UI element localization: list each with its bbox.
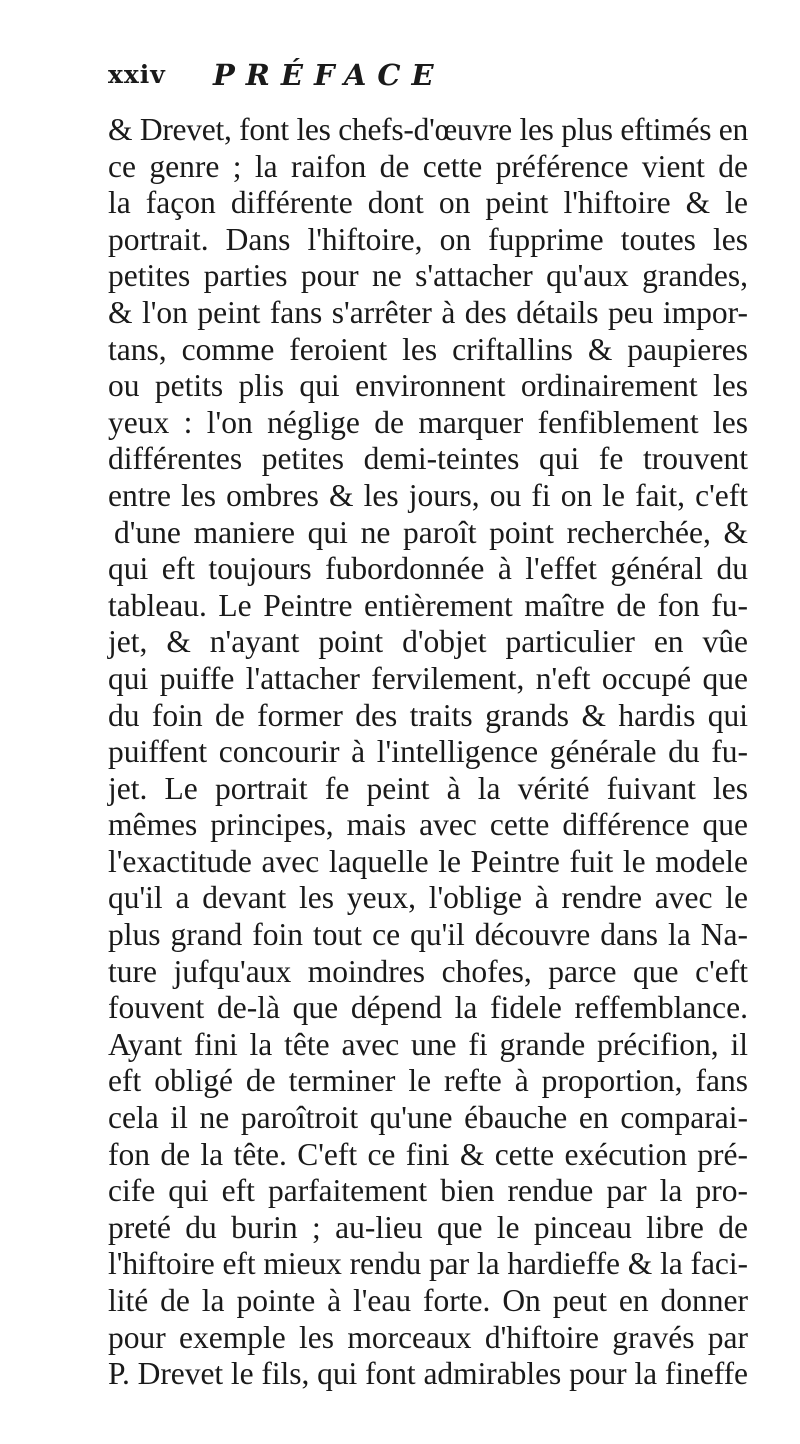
text-line: l'exactitude avec laquelle le Peintre fuit le modele [108, 843, 748, 879]
body-text [108, 112, 748, 1393]
text-line: preté du burin ; au-lieu que le pinceau libre de [108, 1209, 748, 1245]
text-line: entre les ombres & les jours, ou fi on le fait, c'eft [108, 477, 748, 513]
text-line: fouvent de-là que dépend la fidele reffemblance. [108, 990, 748, 1026]
text-line: différentes petites demi-teintes qui fe trouvent [108, 441, 748, 477]
text-line: cife qui eft parfaitement bien rendue par la pro- [108, 1173, 748, 1209]
text-line: ture jufqu'aux moindres chofes, parce que c'eft [108, 953, 748, 989]
text-line: puiffent concourir à l'intelligence générale du fu- [108, 734, 748, 770]
text-line: d'une maniere qui ne paroît point recherchée, & [114, 514, 748, 550]
text-line: cela il ne paroîtroit qu'une ébauche en comparai- [108, 1100, 748, 1136]
text-line: jet, & n'ayant point d'objet particulier en vûe [108, 624, 748, 660]
text-line: & l'on peint fans s'arrêter à des détails peu impor- [108, 294, 748, 330]
text-line: jet. Le portrait fe peint à la vérité fuivant les [108, 770, 748, 806]
text-line: ce genre ; la raifon de cette préférence vient de [108, 148, 748, 184]
text-line: du foin de former des traits grands & hardis qui [108, 697, 748, 733]
text-line: l'hiftoire eft mieux rendu par la hardieffe & la faci- [108, 1246, 748, 1282]
running-title: PRÉFACE [213, 58, 445, 92]
text-line: fon de la tête. C'eft ce fini & cette exécution pré- [108, 1136, 748, 1172]
text-line: tableau. Le Peintre entièrement maître de fon fu- [108, 587, 748, 623]
text-line: plus grand foin tout ce qu'il découvre dans la Na- [108, 917, 748, 953]
text-line: tans, comme feroient les criftallins & paupieres [108, 331, 748, 367]
text-line: qu'il a devant les yeux, l'oblige à rendre avec le [108, 880, 748, 916]
text-line: & Drevet, font les chefs-d'œuvre les plus eftimés en [108, 112, 748, 147]
text-line: portrait. Dans l'hiftoire, on fupprime toutes les [108, 221, 748, 257]
text-line: eft obligé de terminer le refte à proportion, fans [108, 1063, 748, 1099]
page-header [108, 58, 748, 98]
text-line: yeux : l'on néglige de marquer fenfiblement les [108, 404, 748, 440]
text-line: lité de la pointe à l'eau forte. On peut en donner [108, 1283, 748, 1318]
text-line: qui eft toujours fubordonnée à l'effet général du [108, 551, 748, 587]
text-line: petites parties pour ne s'attacher qu'aux grandes, [108, 258, 748, 294]
text-line: mêmes principes, mais avec cette différence que [108, 807, 748, 843]
text-line: Ayant fini la tête avec une fi grande précifion, il [108, 1026, 748, 1062]
text-line: la façon différente dont on peint l'hiftoire & le [108, 185, 748, 221]
page-number: xxiv [108, 60, 166, 89]
text-line: pour exemple les morceaux d'hiftoire gravés par [108, 1319, 748, 1355]
text-line: P. Drevet le fils, qui font admirables pour la fineffe [108, 1356, 748, 1392]
text-line: ou petits plis qui environnent ordinairement les [108, 368, 748, 404]
text-line: qui puiffe l'attacher fervilement, n'eft occupé que [108, 660, 748, 696]
